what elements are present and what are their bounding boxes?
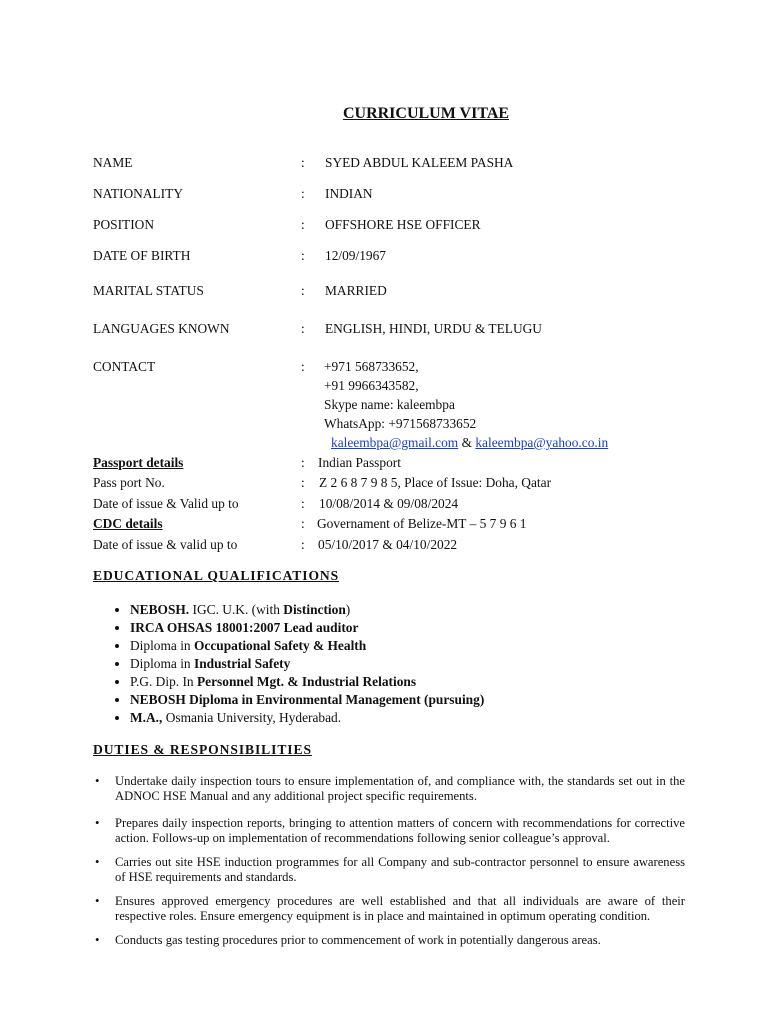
nationality-value: INDIAN xyxy=(325,186,373,201)
colon: : xyxy=(301,248,305,263)
contact-label: CONTACT xyxy=(93,359,156,374)
colon: : xyxy=(301,537,305,552)
passport-no-label: Pass port No. xyxy=(93,475,165,490)
marital-status-label: MARITAL STATUS xyxy=(93,283,204,298)
colon: : xyxy=(301,155,305,170)
bullet: • xyxy=(95,893,100,908)
list-item: • M.A., Osmania University, Hyderabad. xyxy=(130,709,690,727)
bullet: • xyxy=(95,855,100,870)
colon: : xyxy=(301,321,305,336)
document-title: CURRICULUM VITAE xyxy=(342,105,510,122)
email-link-yahoo[interactable]: kaleembpa@yahoo.co.in xyxy=(475,435,609,450)
list-item: • Diploma in Occupational Safety & Health xyxy=(130,637,690,655)
passport-no-value: Z 2 6 8 7 9 8 5, Place of Issue: Doha, Qatar xyxy=(319,475,552,490)
cdc-dates-value: 05/10/2017 & 04/10/2022 xyxy=(318,537,458,552)
passport-heading: Passport details xyxy=(93,455,184,470)
name-label: NAME xyxy=(93,155,133,170)
contact-emails xyxy=(331,435,608,451)
bullet: • xyxy=(95,774,100,788)
education-heading: EDUCATIONAL QUALIFICATIONS xyxy=(93,568,340,583)
passport-dates-label: Date of issue & Valid up to xyxy=(93,496,239,511)
dob-label: DATE OF BIRTH xyxy=(93,248,191,263)
colon: : xyxy=(301,186,305,201)
passport-type: Indian Passport xyxy=(318,455,401,470)
list-item: • Conducts gas testing procedures prior to commencement of work in potentially dangerous areas. xyxy=(95,933,601,948)
colon: : xyxy=(301,217,305,232)
passport-dates-value: 10/08/2014 & 09/08/2024 xyxy=(319,496,459,511)
name-value: SYED ABDUL KALEEM PASHA xyxy=(325,155,514,170)
email-link-gmail[interactable]: kaleembpa@gmail.com xyxy=(331,435,459,450)
list-item: • Prepares daily inspection reports, bringing to attention matters of concern with recommendations for corrective action. Follows-up on implementation of recommendations following senior colleague’s approval. xyxy=(95,815,685,845)
duties-heading: DUTIES & RESPONSIBILITIES xyxy=(93,742,312,757)
position-value: OFFSHORE HSE OFFICER xyxy=(325,217,481,232)
nationality-label: NATIONALITY xyxy=(93,186,183,201)
list-item: • P.G. Dip. In Personnel Mgt. & Industrial Relations xyxy=(130,673,690,691)
colon: : xyxy=(301,496,305,511)
languages-value: ENGLISH, HINDI, URDU & TELUGU xyxy=(325,321,542,336)
list-item: • Diploma in Industrial Safety xyxy=(130,655,690,673)
email-separator: & xyxy=(458,435,476,450)
contact-phone-india: +91 9966343582, xyxy=(324,378,419,393)
contact-phone-uae: +971 568733652, xyxy=(324,359,419,374)
languages-label: LANGUAGES KNOWN xyxy=(93,321,230,336)
colon: : xyxy=(301,359,305,374)
colon: : xyxy=(301,516,305,531)
colon: : xyxy=(301,283,305,298)
list-item: • Ensures approved emergency procedures are well established and that all individuals are aware of their respective roles. Ensure emergency equipment is in place and maintained in optimum operating condition. xyxy=(95,893,685,924)
list-item: • Carries out site HSE induction programmes for all Company and sub-contractor personnel to ensure awareness of HSE requirements and standards. xyxy=(95,855,685,885)
education-list xyxy=(93,601,690,727)
bullet: • xyxy=(95,933,100,948)
cdc-dates-label: Date of issue & valid up to xyxy=(93,537,238,552)
list-item: • NEBOSH Diploma in Environmental Management (pursuing) xyxy=(130,691,690,709)
list-item: • IRCA OHSAS 18001:2007 Lead auditor xyxy=(130,619,690,637)
marital-status-value: MARRIED xyxy=(325,283,387,298)
colon: : xyxy=(301,475,305,490)
list-item: • Undertake daily inspection tours to ensure implementation of, and compliance with, the standards set out in the ADNOC HSE Manual and any additional project specific requirements. xyxy=(95,774,685,804)
cdc-issuer: Governament of Belize-MT – 5 7 9 6 1 xyxy=(317,516,527,531)
bullet: • xyxy=(95,815,100,830)
contact-skype: Skype name: kaleembpa xyxy=(324,397,455,412)
dob-value: 12/09/1967 xyxy=(325,248,387,263)
list-item: • NEBOSH. IGC. U.K. (with Distinction) xyxy=(130,601,690,619)
colon: : xyxy=(301,455,305,470)
duties-list xyxy=(93,774,685,949)
position-label: POSITION xyxy=(93,217,155,232)
contact-whatsapp: WhatsApp: +971568733652 xyxy=(324,416,477,431)
cdc-heading: CDC details xyxy=(93,516,163,531)
